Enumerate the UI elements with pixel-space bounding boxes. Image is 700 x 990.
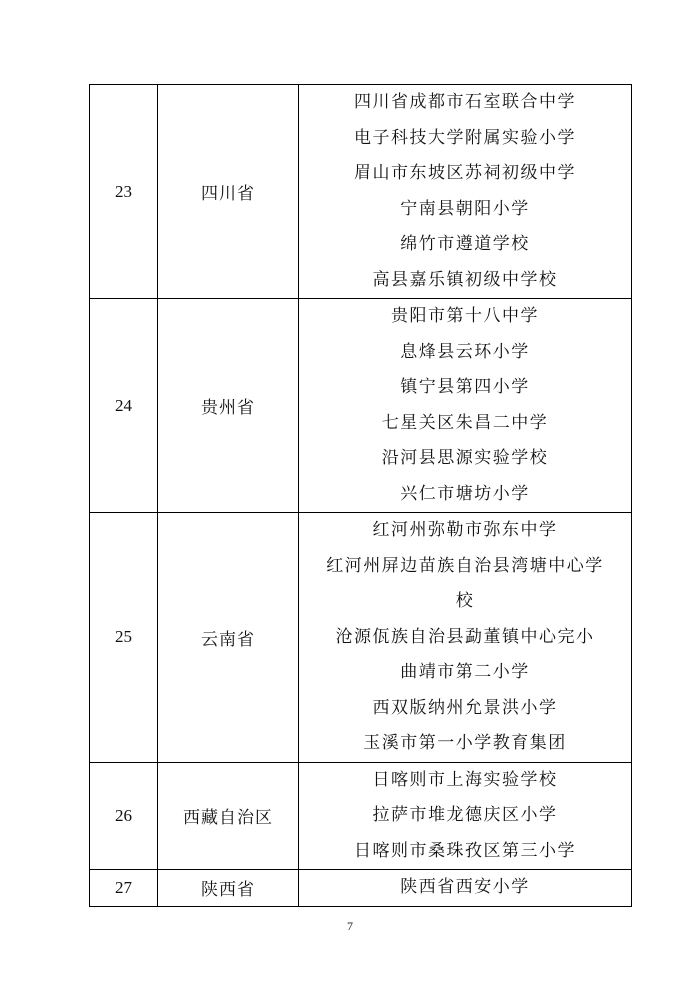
- school-name: 日喀则市桑珠孜区第三小学: [354, 840, 576, 861]
- school-name: 电子科技大学附属实验小学: [354, 127, 576, 148]
- table-row: [90, 870, 632, 907]
- school-name: 西双版纳州允景洪小学: [372, 697, 558, 718]
- table-row: [90, 762, 632, 870]
- school-name: 玉溪市第一小学教育集团: [363, 733, 567, 753]
- school-name-continuation: 校: [455, 591, 475, 611]
- school-list-table: [89, 84, 632, 907]
- school-name: 曲靖市第二小学: [400, 662, 530, 682]
- row-number: 26: [90, 762, 158, 870]
- table-row: [90, 513, 632, 763]
- school-name: 兴仁市塘坊小学: [400, 483, 530, 504]
- row-number: 27: [90, 870, 158, 907]
- school-name: 陕西省西安小学: [400, 877, 530, 897]
- school-list-cell: [299, 870, 632, 907]
- school-name: 四川省成都市石室联合中学: [354, 92, 576, 112]
- row-number: 23: [90, 85, 158, 299]
- school-name: 红河州弥勒市弥东中学: [372, 520, 558, 540]
- school-name: 息烽县云环小学: [400, 341, 530, 362]
- province-name: 西藏自治区: [158, 762, 299, 870]
- school-name: 贵阳市第十八中学: [391, 306, 539, 326]
- school-name: 沧源佤族自治县勐董镇中心完小: [335, 626, 595, 647]
- school-list-cell: [299, 299, 632, 513]
- province-name: 陕西省: [158, 870, 299, 907]
- school-list-cell: [299, 762, 632, 870]
- school-list-cell: [299, 85, 632, 299]
- school-name: 日喀则市上海实验学校: [372, 769, 558, 790]
- school-list-cell: [299, 513, 632, 763]
- school-name: 眉山市东坡区苏祠初级中学: [354, 163, 576, 183]
- province-name: 贵州省: [158, 299, 299, 513]
- school-name: 拉萨市堆龙德庆区小学: [372, 805, 558, 825]
- row-number: 25: [90, 513, 158, 763]
- school-name: 沿河县思源实验学校: [381, 448, 549, 468]
- province-name: 四川省: [158, 85, 299, 299]
- school-name: 红河州屏边苗族自治县湾塘中心学: [326, 555, 604, 576]
- school-name: 七星关区朱昌二中学: [381, 412, 549, 433]
- table-row: [90, 85, 632, 299]
- page-number: 7: [347, 919, 353, 933]
- province-name: 云南省: [158, 513, 299, 763]
- row-number: 24: [90, 299, 158, 513]
- table-row: [90, 299, 632, 513]
- school-name: 高县嘉乐镇初级中学校: [372, 269, 558, 290]
- school-name: 宁南县朝阳小学: [400, 198, 530, 219]
- school-name: 绵竹市遵道学校: [400, 234, 530, 254]
- school-name: 镇宁县第四小学: [400, 377, 530, 397]
